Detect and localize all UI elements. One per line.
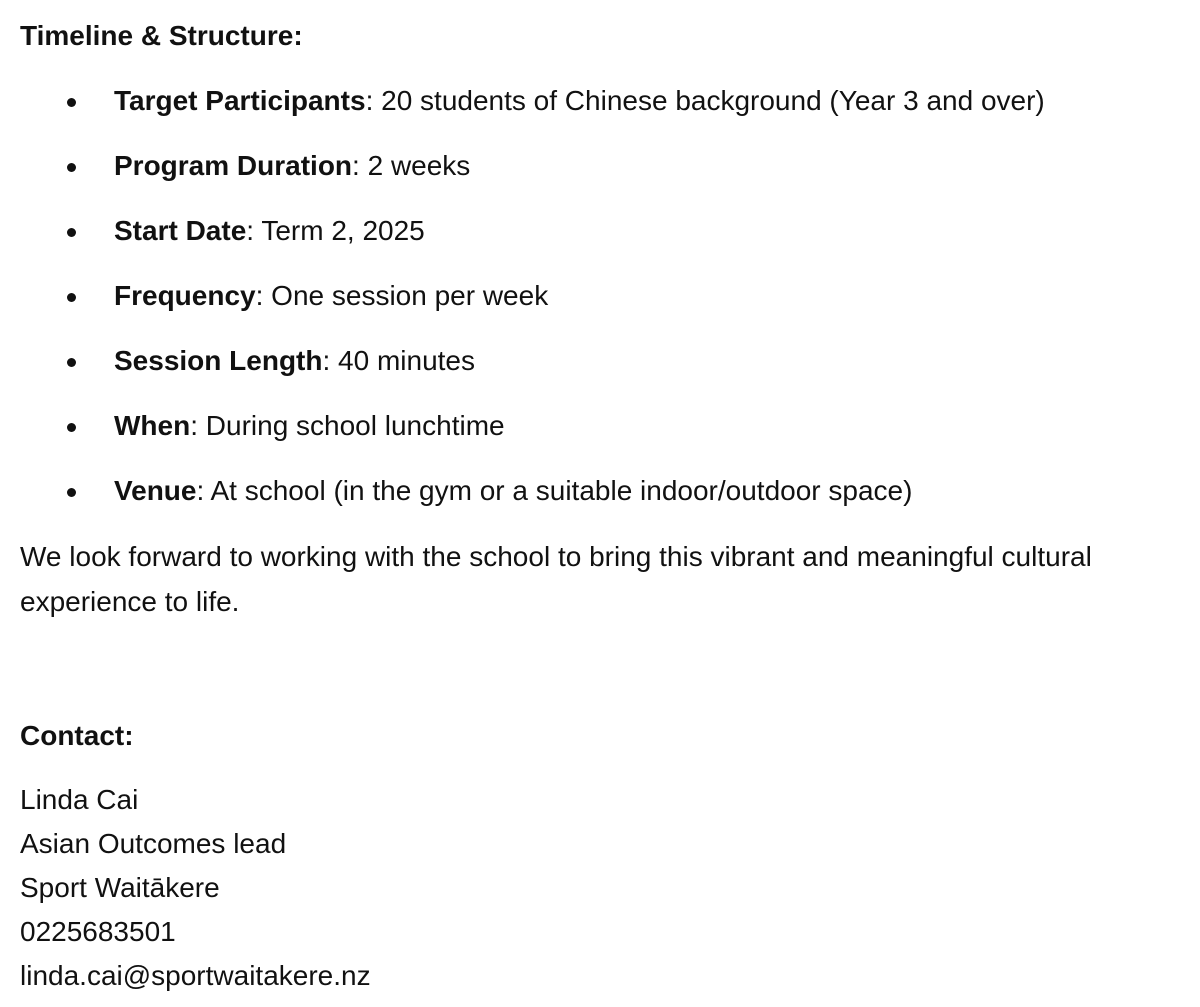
contact-email: linda.cai@sportwaitakere.nz bbox=[20, 960, 371, 991]
list-item bbox=[20, 404, 1190, 448]
item-value: : At school (in the gym or a suitable indoor/outdoor space) bbox=[196, 475, 913, 506]
section-heading: Timeline & Structure: bbox=[20, 20, 303, 51]
list-item bbox=[20, 144, 1190, 188]
bullet-icon bbox=[67, 293, 76, 302]
item-label: Program Duration bbox=[114, 150, 353, 181]
details-list bbox=[20, 79, 1190, 513]
bullet-icon bbox=[67, 163, 76, 172]
bullet-icon bbox=[67, 228, 76, 237]
closing-paragraph: We look forward to working with the school to bring this vibrant and meaningful cultural experience to life. bbox=[20, 541, 1092, 617]
bullet-icon bbox=[67, 488, 76, 497]
contact-role: Asian Outcomes lead bbox=[20, 828, 287, 859]
list-item bbox=[20, 469, 1190, 513]
list-item bbox=[20, 339, 1190, 383]
list-item bbox=[20, 209, 1190, 253]
item-label: Frequency bbox=[114, 280, 256, 311]
item-label: Session Length bbox=[114, 345, 323, 376]
bullet-icon bbox=[67, 358, 76, 367]
item-value: : During school lunchtime bbox=[190, 410, 505, 441]
list-item bbox=[20, 274, 1190, 318]
item-value: : Term 2, 2025 bbox=[246, 215, 425, 246]
list-item bbox=[20, 79, 1190, 123]
item-label: When bbox=[114, 410, 191, 441]
contact-block bbox=[20, 778, 371, 998]
item-label: Venue bbox=[114, 475, 197, 506]
contact-heading: Contact: bbox=[20, 720, 134, 751]
document-body bbox=[20, 14, 1190, 991]
item-value: : 2 weeks bbox=[352, 150, 471, 181]
item-label: Start Date bbox=[114, 215, 247, 246]
item-value: : 20 students of Chinese background (Year 3 and over) bbox=[365, 85, 1045, 116]
contact-name: Linda Cai bbox=[20, 784, 139, 815]
bullet-icon bbox=[67, 423, 76, 432]
item-label: Target Participants bbox=[114, 85, 366, 116]
contact-organisation: Sport Waitākere bbox=[20, 872, 220, 903]
item-value: : One session per week bbox=[255, 280, 549, 311]
item-value: : 40 minutes bbox=[322, 345, 475, 376]
contact-phone: 0225683501 bbox=[20, 916, 176, 947]
bullet-icon bbox=[67, 98, 76, 107]
